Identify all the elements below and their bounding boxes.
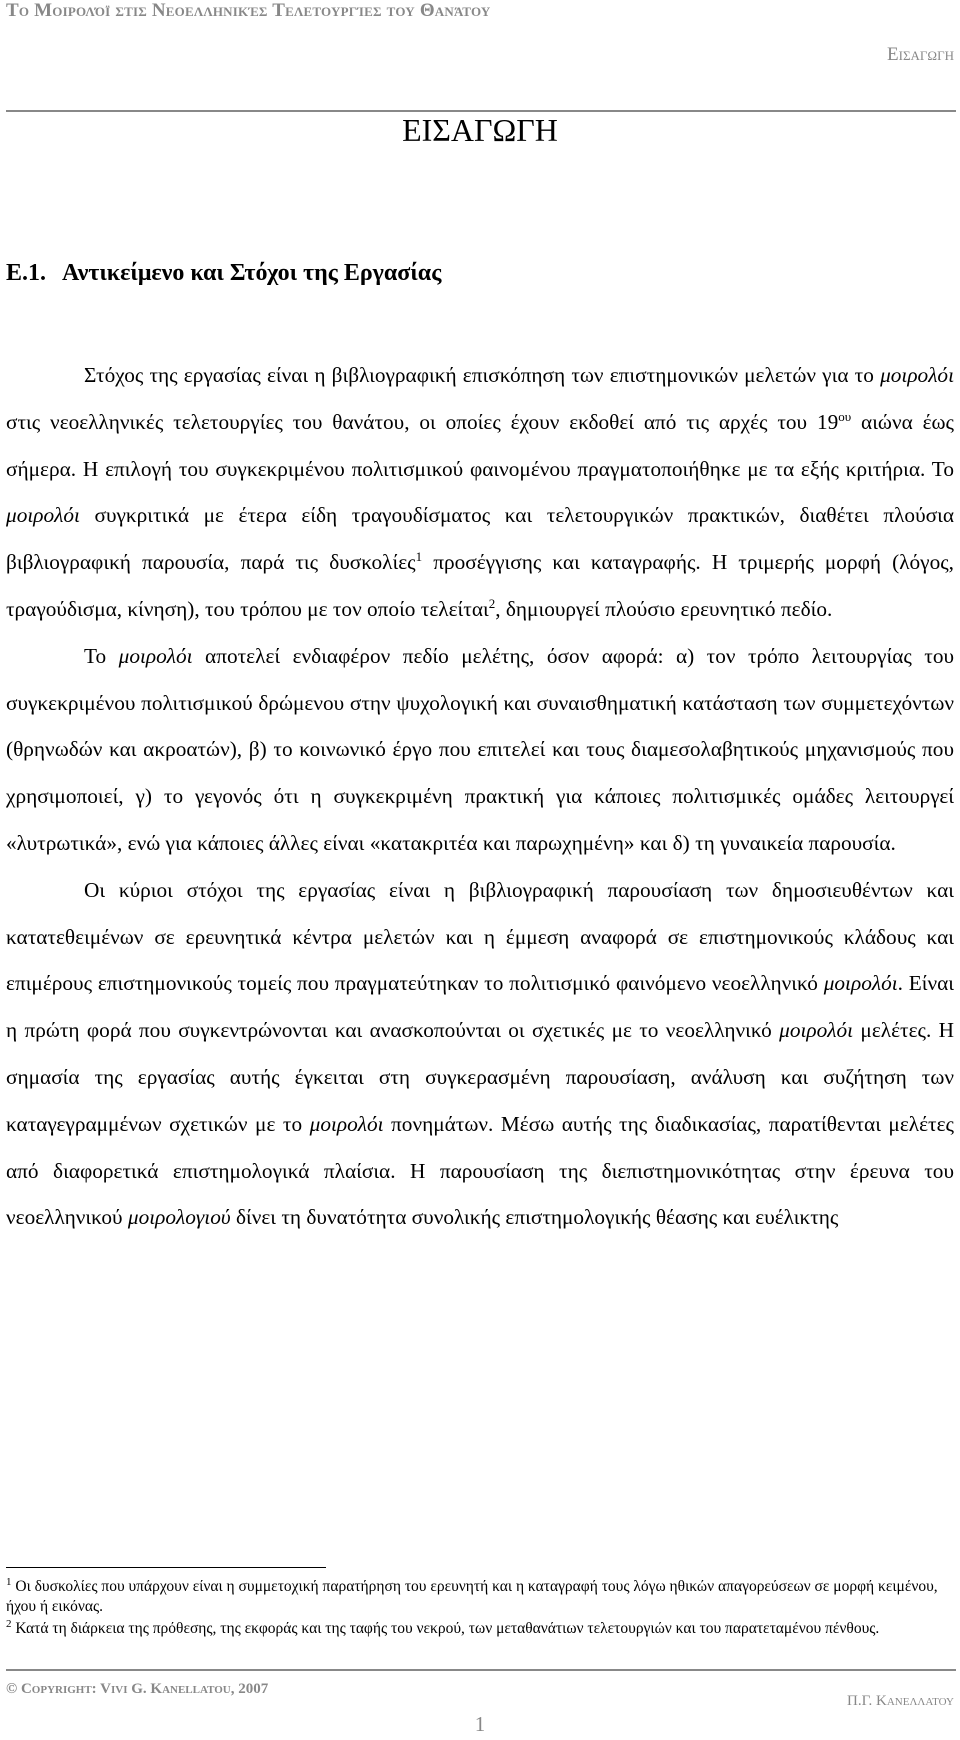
footnote-separator [6,1567,326,1568]
footer-copyright: © Copyright: Vivi G. Kanellatou, 2007 [6,1681,269,1697]
footnote-text: Κατά τη διάρκεια της πρόθεσης, της εκφοράς και της ταφής του νεκρού, των μεταθανάτιων τελετουργιών και του παρατεταμένου πένθους. [11,1620,880,1637]
section-title: Αντικείμενο και Στόχοι της Εργασίας [62,260,442,286]
text-run: , δημιουργεί πλούσιο ερευνητικό πεδίο. [495,596,833,621]
paragraph-2 [6,633,954,867]
text-run: μελέτες. Η σημασία της εργασίας αυτής έγκειται στη συγκερασμένη παρουσίαση, ανάλυση και συζήτηση των καταγεγραμμένων σχετικών με το [6,1018,954,1136]
text-run: αποτελεί ενδιαφέρον πεδίο μελέτης, όσον αφορά: α) τον τρόπο λειτουργίας του συγκεκριμένου πολιτισμικού δρώμενου στην ψυχολογική και συναισθηματική κατάσταση των συμμετεχόντων (θρηνωδών και ακροατών), β) το κοινωνικό έργο που επιτελεί και τους διαμεσολαβητικούς μηχανισμούς που χρησιμοποιεί, γ) το γεγονός ότι η συγκεκριμένη πρακτική για κάποιες πολιτισμικές ομάδες λειτουργεί «λυτρωτικά», ενώ για κάποιες άλλες είναι «κατακριτέα και παρωχημένη» και δ) τη γυναικεία παρουσία. [6,643,955,855]
page-number: 1 [474,1712,486,1736]
text-run: συγκριτικά με έτερα είδη τραγουδίσματος και τελετουργικών πρακτικών, διαθέτει πλούσια βιβλιογραφική παρουσία, παρά τις δυσκολίες [6,503,954,575]
section-number: Ε.1. [6,260,47,286]
italic-term: μοιρολόι [779,1018,854,1043]
footer-author-initials: Π.Γ. Κανελλατου [847,1693,954,1709]
text-run: στις νεοελληνικές τελετουργίες του θανάτου, οι οποίες έχουν εκδοθεί από τις αρχές του 19 [6,409,839,434]
text-run: δίνει τη δυνατότητα συνολικής επιστημολογικής θέασης και ευέλικτης [230,1205,839,1230]
text-run: Το [84,643,119,668]
section-heading [6,260,441,287]
italic-term: μοιρολόι [6,503,80,528]
text-run: πονημάτων. Μέσω αυτής της διαδικασίας, παρατίθενται μελέτες από διαφορετικά επιστημολογικά πλαίσια. Η παρουσίαση της διεπιστημονικότητας στην έρευνα του νεοελληνικού [6,1111,954,1230]
footnote-marker: 2 [6,1617,12,1630]
text-run: Οι κύριοι στόχοι της εργασίας είναι η βιβλιογραφική παρουσίαση των δημοσιευθέντων και κατατεθειμένων σε ερευνητικά κέντρα μελετών και η έμμεση αναφορά σε επιστημονικούς κλάδους και επιμέρους επιστημονικούς τομείς που πραγματεύτηκαν το πολιτισμικό φαινόμενο νεοελληνικό [6,877,954,996]
footnote-2 [6,1619,954,1639]
italic-term: μοιρολογιού [127,1205,231,1230]
italic-term: μοιρολόι [118,643,193,668]
paragraph-3 [6,867,954,1241]
header-book-title: Το Μοιρολόϊ στις Νεοελληνικές Τελετουργίες του Θανάτου [6,0,491,21]
chapter-title: ΕΙΣΑΓΩΓΗ [402,112,558,148]
footnote-marker: 1 [6,1575,12,1588]
running-footer [6,1669,956,1709]
italic-term: μοιρολόι [823,971,898,996]
footnote-text: Οι δυσκολίες που υπάρχουν είναι η συμμετοχική παρατήρηση του ερευνητή και η καταγραφή τους λόγω ηθικών απαγορεύσεων σε μορφή κειμένου, ήχου ή εικόνας. [6,1578,938,1615]
text-run: αιώνα έως σήμερα. Η επιλογή του συγκεκριμένου πολιτισμικού φαινομένου πραγματοποιήθηκε με τα εξής κριτήρια. Το [6,409,954,481]
header-section-name: Εισαγωγη [887,44,954,65]
text-run: . Είναι η πρώτη φορά που συγκεντρώνονται και ανασκοπούνται οι σχετικές με το νεοελληνικό [6,971,955,1043]
footnote-1 [6,1577,954,1617]
italic-term: μοιρολόι [880,363,954,387]
footnotes [6,1577,954,1641]
paragraph-1 [6,352,954,633]
ordinal-superscript: ου [838,408,852,424]
running-header [6,0,956,112]
footnote-ref-2[interactable]: 2 [488,595,496,611]
text-run: Στόχος της εργασίας είναι η βιβλιογραφική επισκόπηση των επιστημονικών μελετών για το [84,363,881,387]
body-text [6,352,954,1241]
italic-term: μοιρολόι [309,1111,384,1136]
footnote-ref-1[interactable]: 1 [415,549,423,565]
text-run: προσέγγισης και καταγραφής. Η τριμερής μορφή (λόγος, τραγούδισμα, κίνηση), του τρόπου με τον οποίο τελείται [6,550,954,621]
